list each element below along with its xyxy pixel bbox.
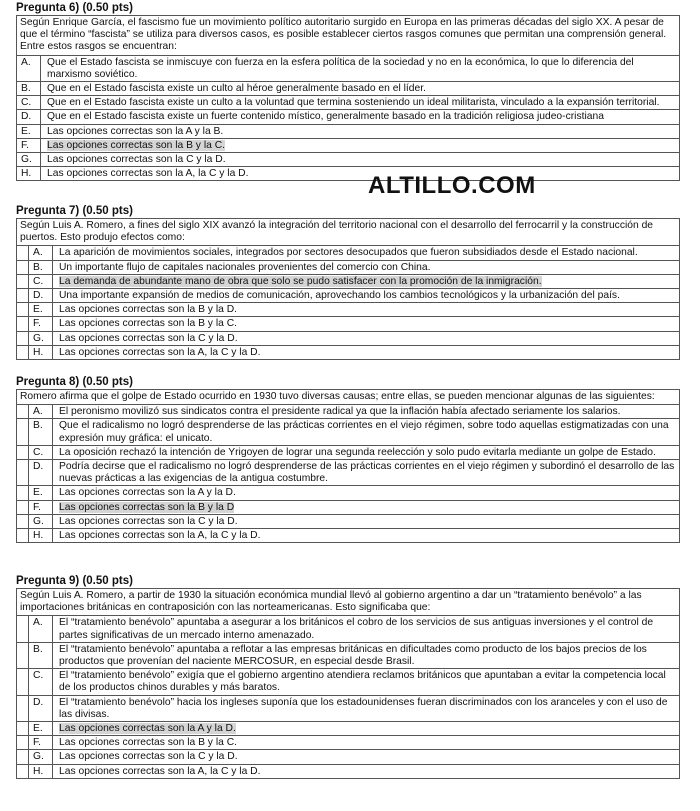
option-label: Las opciones correctas son la C y la D. (59, 751, 238, 763)
table-indent-cell (17, 616, 29, 641)
option-label: Las opciones correctas son la B y la D. (59, 304, 237, 316)
option-letter: C. (29, 669, 53, 694)
option-text (53, 486, 679, 499)
answer-option-e[interactable] (17, 125, 679, 139)
table-indent-cell (17, 501, 29, 514)
question-table (16, 15, 680, 181)
option-label: La demanda de abundante mano de obra que solo se pudo satisfacer con la promoción de la inmigración. (59, 275, 542, 287)
table-indent-cell (17, 529, 29, 542)
option-letter: B. (29, 419, 53, 444)
table-indent-cell (17, 643, 29, 668)
option-label: Las opciones correctas son la A, la C y la D. (59, 765, 261, 777)
option-text (53, 765, 679, 778)
table-indent-cell (17, 275, 29, 288)
answer-option-g[interactable] (17, 332, 679, 346)
answer-option-d[interactable] (17, 460, 679, 486)
option-label: Las opciones correctas son la B y la C. (47, 139, 225, 151)
table-indent-cell (17, 446, 29, 459)
option-label: Las opciones correctas son la A y la D. (59, 723, 236, 735)
selected-option-text (41, 139, 679, 152)
option-label: El “tratamiento benévolo” apuntaba a asegurar a los británicos el cobro de los servicios de sus antiguas inversiones y el control de partes significativas de un mercado interno amenazado. (59, 617, 654, 641)
answer-option-g[interactable] (17, 750, 679, 764)
answer-option-g[interactable] (17, 153, 679, 167)
option-letter: C. (29, 275, 53, 288)
answer-option-e[interactable] (17, 722, 679, 736)
answer-option-b[interactable] (17, 643, 679, 669)
table-indent-cell (17, 405, 29, 418)
option-text (53, 529, 679, 542)
option-letter: D. (29, 696, 53, 721)
option-text (53, 460, 679, 485)
option-letter: F. (29, 317, 53, 330)
answer-option-g[interactable] (17, 515, 679, 529)
question-title: Pregunta 6) (0.50 pts) (16, 2, 133, 14)
question-title: Pregunta 8) (0.50 pts) (16, 376, 133, 388)
answer-option-b[interactable] (17, 419, 679, 445)
question-8 (16, 376, 680, 543)
option-letter: B. (29, 643, 53, 668)
option-label: Que el Estado fascista se inmiscuye con fuerza en la esfera política de la sociedad y no en la económica, lo que lo diferencia del marxismo soviético. (47, 56, 634, 80)
option-letter: D. (17, 110, 41, 123)
option-label: Las opciones correctas son la A, la C y la D. (59, 530, 261, 542)
question-7 (16, 205, 680, 360)
option-label: Que en el Estado fascista existe un fuerte contenido místico, generalmente basado en la tradición religiosa judeo-cristiana (47, 111, 604, 123)
option-label: Las opciones correctas son la C y la D. (47, 154, 226, 166)
selected-option-text (53, 275, 679, 288)
question-title: Pregunta 7) (0.50 pts) (16, 205, 133, 217)
option-letter: A. (29, 246, 53, 259)
option-letter: G. (29, 515, 53, 528)
option-letter: E. (29, 486, 53, 499)
option-text (53, 696, 679, 721)
option-text (53, 303, 679, 316)
option-text (53, 419, 679, 444)
option-text (41, 125, 679, 138)
option-text (41, 56, 679, 81)
table-indent-cell (17, 722, 29, 735)
table-indent-cell (17, 696, 29, 721)
option-letter: F. (29, 736, 53, 749)
question-table (16, 588, 680, 779)
option-text (53, 750, 679, 763)
answer-option-f[interactable] (17, 736, 679, 750)
table-indent-cell (17, 669, 29, 694)
answer-option-c[interactable] (17, 96, 679, 110)
option-text (53, 446, 679, 459)
option-letter: E. (29, 303, 53, 316)
option-text (53, 261, 679, 274)
option-text (53, 515, 679, 528)
option-text (41, 96, 679, 109)
option-letter: F. (29, 501, 53, 514)
question-6 (16, 2, 680, 181)
table-indent-cell (17, 346, 29, 359)
table-indent-cell (17, 289, 29, 302)
option-letter: A. (17, 56, 41, 81)
answer-option-b[interactable] (17, 82, 679, 96)
table-indent-cell (17, 419, 29, 444)
answer-option-h[interactable] (17, 167, 679, 181)
question-prompt: Según Luis A. Romero, a partir de 1930 la situación económica mundial llevó al gobierno argentino a dar un “tratamiento benévolo” a las importaciones británicas en contraposición con las norteamericanas. Esto significaba que: (17, 589, 679, 616)
answer-option-d[interactable] (17, 696, 679, 722)
option-label: El “tratamiento benévolo” apuntaba a reflotar a las empresas británicas en dificultades como producto de los bajos precios de los productos que provenían del naciente MERCOSUR, en especial desde Brasil. (59, 643, 647, 668)
option-text (53, 246, 679, 259)
option-text (41, 153, 679, 166)
answer-option-h[interactable] (17, 346, 679, 360)
option-letter: E. (17, 125, 41, 138)
table-indent-cell (17, 736, 29, 749)
option-letter: D. (29, 460, 53, 485)
option-letter: F. (17, 139, 41, 152)
option-text (53, 317, 679, 330)
option-label: La aparición de movimientos sociales, integrados por sectores desocupados que fueron subsidiados desde el Estado nacional. (59, 247, 638, 259)
option-label: El “tratamiento benévolo” hacia los ingleses suponía que los estadounidenses fueran discriminados con los aranceles y con el uso de las divisas. (59, 696, 668, 720)
answer-option-f[interactable] (17, 501, 679, 515)
option-text (41, 82, 679, 95)
question-9 (16, 575, 680, 779)
option-letter: G. (17, 153, 41, 166)
option-letter: G. (29, 332, 53, 345)
option-text (53, 736, 679, 749)
option-text (41, 167, 679, 180)
option-label: Podría decirse que el radicalismo no logró desprenderse de las prácticas corrientes en el viejo régimen y subordinó el desarrollo de las nuevas prácticas a las exigencias de la antigua costumbre. (59, 461, 675, 485)
option-label: Las opciones correctas son la C y la D. (59, 332, 238, 344)
option-label: Las opciones correctas son la B y la D (59, 501, 235, 513)
option-label: Un importante flujo de capitales nacionales provenientes del comercio con China. (59, 261, 431, 273)
option-label: Una importante expansión de medios de comunicación, aprovechando los cambios tecnológicos y la urbanización del país. (59, 290, 620, 302)
answer-option-c[interactable] (17, 275, 679, 289)
answer-option-d[interactable] (17, 110, 679, 124)
option-letter: D. (29, 289, 53, 302)
watermark-logo: ALTILLO.COM (368, 172, 536, 199)
table-indent-cell (17, 515, 29, 528)
option-label: Las opciones correctas son la A, la C y la D. (59, 346, 261, 358)
answer-option-h[interactable] (17, 529, 679, 543)
option-letter: C. (29, 446, 53, 459)
option-label: Las opciones correctas son la A y la B. (47, 125, 224, 137)
selected-option-text (53, 722, 679, 735)
option-letter: H. (29, 765, 53, 778)
answer-option-d[interactable] (17, 289, 679, 303)
option-label: Las opciones correctas son la A, la C y la D. (47, 168, 249, 180)
option-letter: A. (29, 405, 53, 418)
question-table (16, 389, 680, 543)
answer-option-b[interactable] (17, 261, 679, 275)
option-label: Que el radicalismo no logró desprenderse de las prácticas corrientes en el viejo régimen, sobre todo aquellas estigmatizadas con una expresión muy gráfica: el unicato. (59, 420, 669, 444)
question-prompt: Romero afirma que el golpe de Estado ocurrido en 1930 tuvo diversas causas; entre ellas, se pueden mencionar algunas de las siguientes: (17, 390, 679, 405)
option-label: Que en el Estado fascista existe un culto a la voluntad que termina sosteniendo un ideal militarista, vinculado a la expansión territorial. (47, 97, 660, 109)
option-letter: E. (29, 722, 53, 735)
answer-option-h[interactable] (17, 765, 679, 779)
table-indent-cell (17, 486, 29, 499)
option-label: Las opciones correctas son la B y la C. (59, 737, 237, 749)
question-table (16, 218, 680, 360)
answer-option-c[interactable] (17, 446, 679, 460)
option-text (53, 643, 679, 668)
table-indent-cell (17, 246, 29, 259)
answer-option-f[interactable] (17, 317, 679, 331)
table-indent-cell (17, 261, 29, 274)
option-label: El “tratamiento benévolo” exigía que el gobierno argentino atendiera reclamos británicos que apuntaban a evitar la competencia local de los productos chinos durables y más baratos. (59, 670, 666, 694)
option-letter: B. (29, 261, 53, 274)
option-text (53, 405, 679, 418)
table-indent-cell (17, 317, 29, 330)
answer-option-a[interactable] (17, 56, 679, 82)
option-text (53, 332, 679, 345)
answer-option-a[interactable] (17, 405, 679, 419)
option-letter: B. (17, 82, 41, 95)
table-indent-cell (17, 460, 29, 485)
table-indent-cell (17, 303, 29, 316)
option-label: La oposición rechazó la intención de Yrigoyen de lograr una segunda reelección y solo pudo evitarla mediante un golpe de Estado. (59, 446, 656, 458)
selected-option-text (53, 501, 679, 514)
option-label: Las opciones correctas son la A y la D. (59, 487, 236, 499)
option-letter: C. (17, 96, 41, 109)
table-indent-cell (17, 750, 29, 763)
table-indent-cell (17, 765, 29, 778)
option-text (41, 110, 679, 123)
question-title: Pregunta 9) (0.50 pts) (16, 575, 133, 587)
option-text (53, 289, 679, 302)
table-indent-cell (17, 332, 29, 345)
option-letter: H. (29, 346, 53, 359)
answer-option-e[interactable] (17, 303, 679, 317)
option-label: Las opciones correctas son la B y la C. (59, 318, 237, 330)
question-prompt: Según Luis A. Romero, a fines del siglo XIX avanzó la integración del territorio nacional con el desarrollo del ferrocarril y la construcción de puertos. Esto produjo efectos como: (17, 219, 679, 246)
option-letter: G. (29, 750, 53, 763)
question-prompt: Según Enrique García, el fascismo fue un movimiento político autoritario surgido en Europa en las primeras décadas del siglo XX. A pesar de que el término “fascista” se utiliza para diversos casos, es posible establecer ciertos rasgos comunes que permitan una comprensión general. Entre estos rasgos se encuentran: (17, 16, 679, 56)
option-text (53, 346, 679, 359)
option-text (53, 616, 679, 641)
option-text (53, 669, 679, 694)
answer-option-e[interactable] (17, 486, 679, 500)
option-letter: A. (29, 616, 53, 641)
answer-option-a[interactable] (17, 616, 679, 642)
option-label: Las opciones correctas son la C y la D. (59, 515, 238, 527)
answer-option-f[interactable] (17, 139, 679, 153)
option-letter: H. (17, 167, 41, 180)
option-label: El peronismo movilizó sus sindicatos contra el presidente radical ya que la inflación había afectado seriamente los salarios. (59, 406, 621, 418)
option-letter: H. (29, 529, 53, 542)
option-label: Que en el Estado fascista existe un culto al héroe generalmente basado en el líder. (47, 83, 426, 95)
answer-option-c[interactable] (17, 669, 679, 695)
answer-option-a[interactable] (17, 246, 679, 260)
